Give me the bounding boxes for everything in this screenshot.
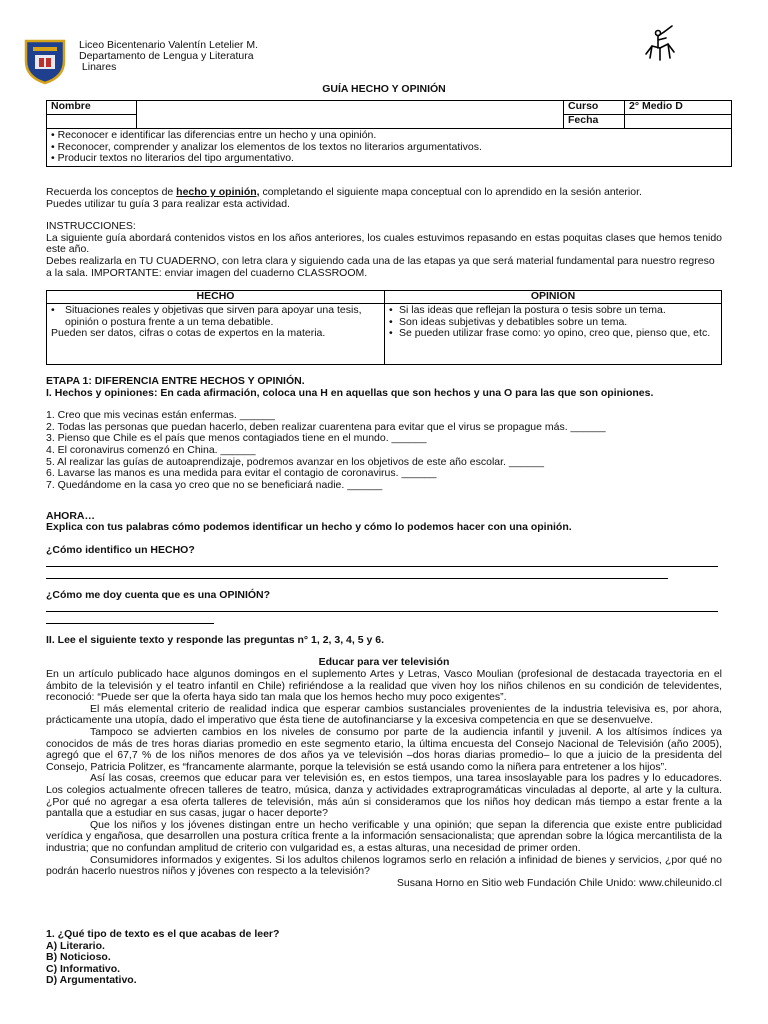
opinion-bullet-item: • Son ideas subjetivas y debatibles sobre un tema.	[389, 315, 628, 328]
intro-section	[46, 187, 722, 279]
article-paragraph: Consumidores informados y exigentes. Si los adultos chilenos logramos serlo en relación a infinidad de bienes y servicios, ¿por qué no podrán hacerlo nuestros niños y jóvenes con respecto a la televisión?	[46, 853, 722, 878]
option-c[interactable]: C) Informativo.	[46, 962, 121, 975]
question-hecho: ¿Cómo identifico un HECHO?	[46, 544, 195, 556]
article-title: Educar para ver televisión	[318, 656, 450, 668]
hecho-bullet-text: Situaciones reales y objetivas que sirven para apoyar una tesis, opinión o postura frente a un tema debatible.	[65, 304, 362, 328]
nombre-label: Nombre	[47, 101, 137, 115]
article-paragraph: Que los niños y los jóvenes distingan entre un hecho verificable y una opinión; que sepan la diferencia que existe entre publicidad verídica y engañosa, que desarrollen una postura crítica frente a la información sensacionalista; que aprendan sobre la lógica mercantilista de la industria; que no confundan amplitud de criterio con vulgaridad es, a estas alturas, una necesidad de primer orden.	[46, 818, 722, 854]
statement-item: 6. Lavarse las manos es una medida para evitar el contagio de coronavirus. ______	[46, 467, 437, 480]
objective-item: • Reconocer, comprender y analizar los elementos de los textos no literarios argumentativos.	[51, 140, 482, 153]
answer-line[interactable]	[46, 578, 668, 579]
opinion-cell	[385, 304, 722, 365]
ahora-title: AHORA…	[46, 510, 95, 522]
statement-item: 2. Todas las personas que puedan hacerlo, deben realizar cuarentena para evitar que el virus se propague más. ______	[46, 420, 606, 433]
answer-line[interactable]	[46, 623, 214, 624]
hecho-bullet-item: • Situaciones reales y objetivas que sirven para apoyar una tesis, opinión o postura frente a un tema debatible.	[51, 305, 380, 328]
department-name: Departamento de Lengua y Literatura	[79, 50, 254, 63]
school-crest-logo	[20, 35, 70, 85]
quixote-logo	[638, 24, 682, 64]
question-1-text: 1. ¿Qué tipo de texto es el que acabas de leer?	[46, 928, 280, 940]
opinion-bullet-text: Se pueden utilizar frase como: yo opino, creo que, pienso que, etc.	[399, 327, 711, 340]
opinion-bullet-text: Si las ideas que reflejan la postura o tesis sobre un tema.	[399, 304, 666, 316]
objective-item: • Producir textos no literarios del tipo argumentativo.	[51, 152, 294, 165]
school-info	[79, 40, 258, 74]
article-paragraph: Tampoco se advierten cambios en los niveles de consumo por parte de la audiencia infantil y juvenil. A los altísimos índices ya conocidos de más de tres horas diarias promedio en este segmento etario, la última encuesta del Consejo Nacional de Televisión (año 2005), agregó que el 67,7 % de los niños menores de dos años ya ve televisión –dos horas diarias promedio– lo que a juicio de la presidenta del Consejo, Patricia Politzer, es “francamente alarmante, porque la televisión se está usando como la niñera para entretener a los hijos”.	[46, 725, 722, 773]
article-paragraph: Así las cosas, creemos que educar para ver televisión es, en estos tiempos, una tarea insoslayable para los padres y lo educadores. Los colegios actualmente ofrecen talleres de teatro, música, danza y actividades extraprogramáticas vinculadas al deporte, al arte y la cultura. ¿Por qué no agregar a esa oferta talleres de televisión, más aún si consideramos que los niños hoy dedican más tiempo a estar frente a la pantalla que a estudiar en sus casas, jugar o hacer deporte?	[46, 772, 722, 820]
objective-item: • Reconocer e identificar las diferencias entre un hecho y una opinión.	[51, 129, 377, 141]
nombre-spacer	[47, 115, 137, 129]
article-paragraph: En un artículo publicado hace algunos domingos en el suplemento Artes y Letras, Vasco Moulian (profesional de destacada trayectoria en el ámbito de la televisión y el teatro infantil en Chile) refiriéndose a la realidad que viven hoy los niños chilenos en su condición de televidentes, reconoció: “Puede ser que la oferta haya sido tan mala que los hemos hecho muy poco exigentes”.	[46, 668, 722, 704]
statement-item: 7. Quedándome en la casa yo creo que no se beneficiará nadie. ______	[46, 478, 383, 491]
opinion-bullet-item: • Se pueden utilizar frase como: yo opino, creo que, pienso que, etc.	[389, 327, 711, 340]
part2-instruction: II. Lee el siguiente texto y responde las preguntas n° 1, 2, 3, 4, 5 y 6.	[46, 634, 384, 646]
answer-line[interactable]	[46, 566, 718, 567]
fecha-field[interactable]	[625, 115, 732, 129]
school-name: Liceo Bicentenario Valentín Letelier M.	[79, 39, 258, 51]
option-a[interactable]: A) Literario.	[46, 939, 105, 952]
opinion-bullet-text: Son ideas subjetivas y debatibles sobre un tema.	[399, 315, 628, 328]
intro-line-2: Puedes utilizar tu guía 3 para realizar esta actividad.	[46, 197, 290, 210]
hecho-header: HECHO	[47, 291, 385, 304]
intro-keywords: hecho y opinión,	[176, 186, 260, 198]
instructions-paragraph-1: La siguiente guía abordará contenidos vistos en los años anteriores, los cuales estuvimos repasando en estas poquitas clases que hemos tenido este año.	[46, 231, 722, 256]
option-d[interactable]: D) Argumentativo.	[46, 974, 137, 987]
opinion-header: OPINION	[385, 291, 722, 304]
etapa1-instruction: I. Hechos y opiniones: En cada afirmación, coloca una H en aquellas que son hechos y una O para las que son opiniones.	[46, 386, 654, 399]
hecho-opinion-table	[46, 290, 722, 365]
intro-text: completando el siguiente mapa conceptual con lo aprendido en la sesión anterior.	[259, 186, 642, 198]
statement-item: 3. Pienso que Chile es el país que menos contagiados tiene en el mundo. ______	[46, 432, 427, 445]
article-source: Susana Horno en Sitio web Fundación Chile Unido: www.chileunido.cl	[396, 876, 722, 889]
hecho-cell	[47, 304, 385, 365]
nombre-field[interactable]	[137, 101, 564, 129]
hecho-extra: Pueden ser datos, cifras o cotas de expertos en la materia.	[51, 327, 326, 340]
guide-title: GUÍA HECHO Y OPINIÓN	[322, 83, 446, 95]
statement-item: 1. Creo que mis vecinas están enfermas. ______	[46, 409, 275, 422]
instructions-paragraph-2: Debes realizarla en TU CUADERNO, con letra clara y siguiendo cada una de las etapas ya que será material fundamental para nuestro regreso a la sala. IMPORTANTE: enviar imagen del cuaderno CLASSROOM.	[46, 254, 715, 279]
question-1-block	[46, 929, 279, 987]
opinion-bullet-item: • Si las ideas que reflejan la postura o tesis sobre un tema.	[389, 304, 666, 316]
statements-list	[46, 410, 722, 491]
answer-line[interactable]	[46, 611, 718, 612]
intro-text: Recuerda los conceptos de	[46, 186, 177, 198]
option-b[interactable]: B) Noticioso.	[46, 951, 111, 964]
article-paragraph: El más elemental criterio de realidad indica que esperar cambios sustanciales provenientes de la industria televisiva es, por ahora, prácticamente una utopía, dado el imperativo que ésta tiene de autofinanciarse y la excesiva competencia en que se desenvuelve.	[46, 702, 722, 727]
curso-label: Curso	[564, 101, 625, 115]
intro-paragraph	[46, 187, 722, 199]
etapa1-section	[46, 376, 722, 491]
question-opinion: ¿Cómo me doy cuenta que es una OPINIÓN?	[46, 589, 271, 601]
statement-item: 5. Al realizar las guías de autoaprendizaje, podremos avanzar en los objetivos de este año escolar. ______	[46, 455, 544, 468]
student-info-table	[46, 100, 732, 167]
instructions-title: INSTRUCCIONES:	[46, 220, 136, 233]
article-body	[46, 669, 722, 889]
ahora-instruction: Explica con tus palabras cómo podemos identificar un hecho y cómo lo podemos hacer con una opinión.	[46, 521, 572, 533]
etapa1-title: ETAPA 1: DIFERENCIA ENTRE HECHOS Y OPINIÓN.	[46, 375, 305, 387]
curso-value: 2° Medio D	[625, 101, 732, 115]
fecha-label: Fecha	[564, 115, 625, 129]
objectives-cell	[47, 129, 732, 167]
statement-item: 4. El coronavirus comenzó en China. ______	[46, 443, 256, 456]
city-name: Linares	[79, 61, 117, 74]
